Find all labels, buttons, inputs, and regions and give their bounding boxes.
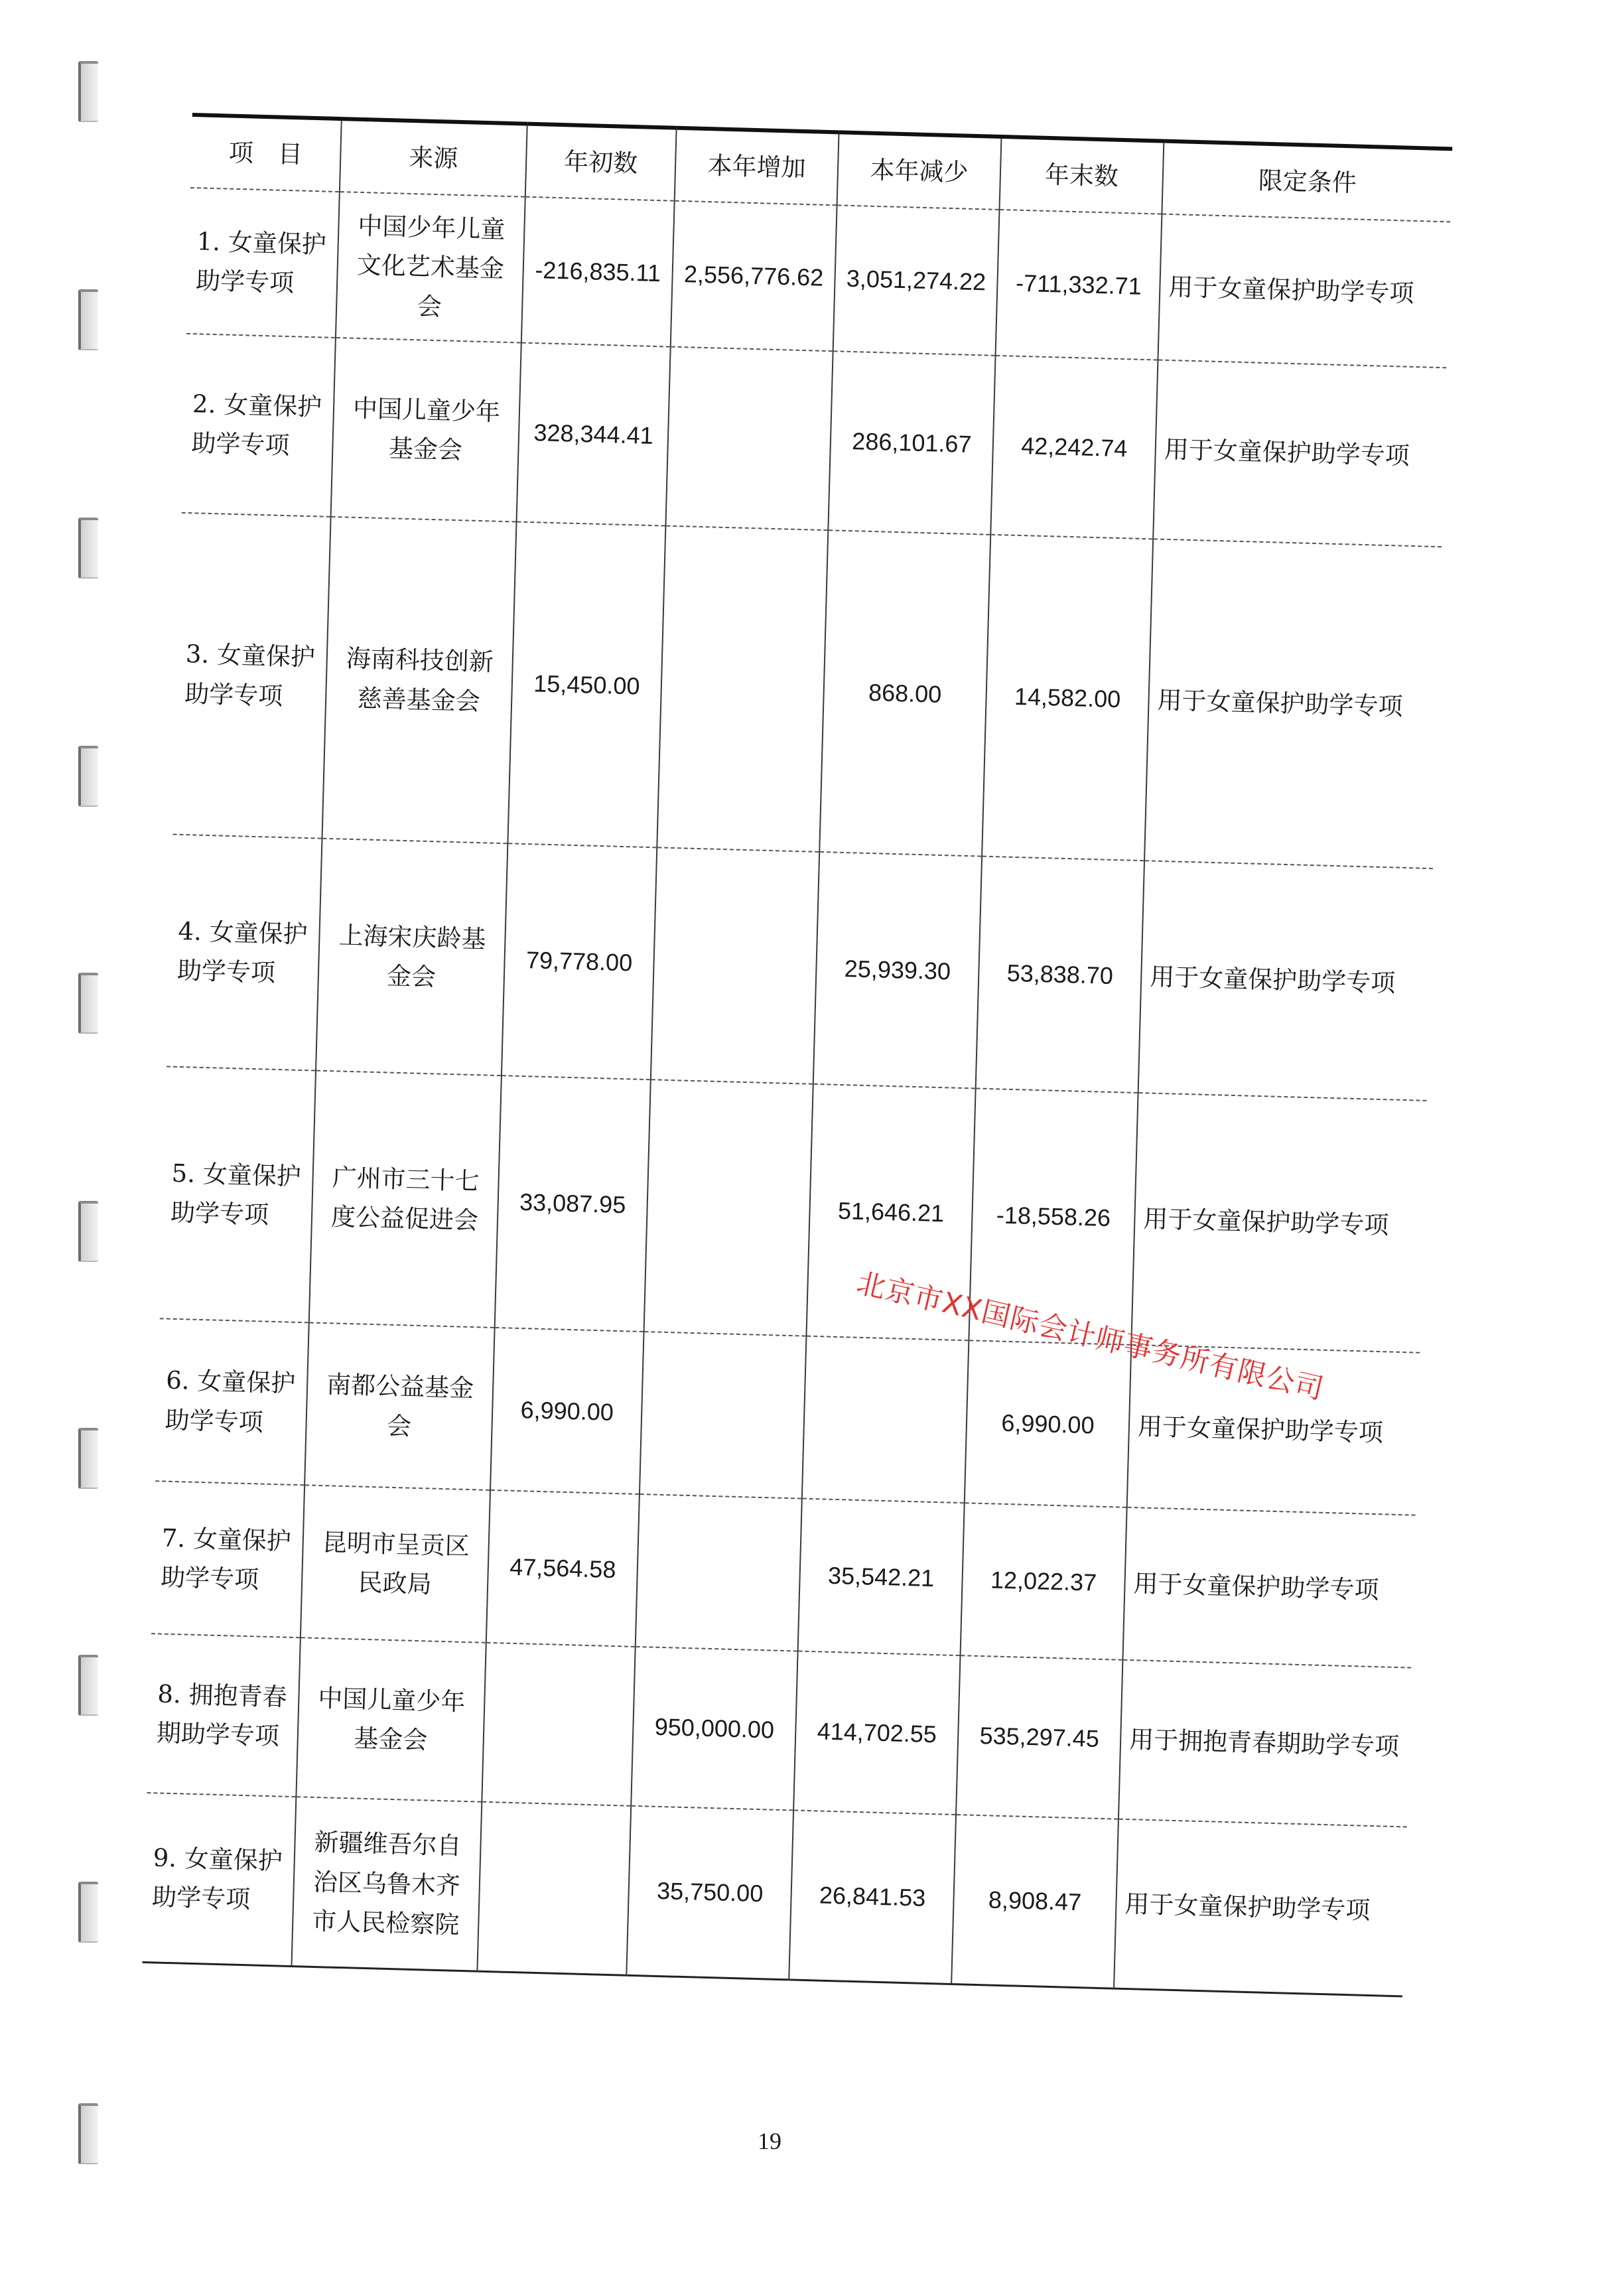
header-increase: 本年增加 (675, 128, 839, 206)
cell-source: 中国儿童少年基金会 (296, 1637, 486, 1801)
cell-end: -711,332.71 (996, 210, 1162, 360)
cell-source: 昆明市呈贡区民政局 (301, 1485, 490, 1642)
cell-item: 2. 女童保护助学专项 (182, 334, 336, 517)
cell-item: 4. 女童保护助学专项 (167, 835, 322, 1071)
cell-increase: 35,750.00 (626, 1806, 793, 1980)
cell-item: 5. 女童保护助学专项 (160, 1066, 316, 1322)
cell-decrease: 286,101.67 (828, 351, 995, 535)
binder-hole (78, 289, 98, 350)
cell-decrease: 25,939.30 (813, 852, 982, 1088)
cell-end: 6,990.00 (965, 1340, 1132, 1507)
cell-increase (665, 347, 833, 531)
cell-begin (482, 1643, 635, 1806)
table-row (173, 513, 1442, 869)
restricted-funds-table-wrapper (143, 113, 1453, 1997)
cell-source: 中国少年儿童文化艺术基金会 (336, 192, 525, 342)
binder-hole (78, 518, 98, 579)
table-row (167, 835, 1433, 1101)
header-end: 年末数 (999, 137, 1164, 214)
binder-hole (78, 2103, 98, 2164)
cell-begin: -216,835.11 (521, 197, 675, 347)
header-item: 项 目 (190, 115, 342, 192)
table-row (143, 1793, 1407, 1996)
cell-end: 8,908.47 (951, 1815, 1118, 1988)
binder-hole (78, 1428, 98, 1489)
cell-decrease: 51,646.21 (806, 1084, 975, 1340)
cell-increase: 2,556,776.62 (671, 201, 837, 352)
cell-begin: 33,087.95 (495, 1076, 651, 1332)
cell-item: 9. 女童保护助学专项 (143, 1793, 297, 1966)
cell-source: 中国儿童少年基金会 (331, 338, 521, 521)
page-number: 19 (758, 2128, 781, 2154)
table-row (182, 334, 1447, 547)
accounting-firm-stamp: 北京市XX国际会计师事务所有限公司 (853, 1266, 1327, 1407)
binder-hole (78, 1882, 98, 1943)
cell-end: 53,838.70 (976, 857, 1144, 1093)
cell-end: 42,242.74 (990, 356, 1158, 539)
cell-condition: 用于女童保护助学专项 (1153, 360, 1446, 547)
binder-hole (78, 61, 98, 122)
header-decrease: 本年减少 (837, 132, 1002, 210)
cell-item: 3. 女童保护助学专项 (173, 513, 331, 839)
cell-increase (651, 847, 819, 1083)
cell-condition: 用于女童保护助学专项 (1131, 1093, 1426, 1353)
cell-begin: 79,778.00 (502, 843, 657, 1079)
cell-condition: 用于女童保护助学专项 (1138, 861, 1433, 1101)
cell-increase (636, 1494, 802, 1651)
cell-begin: 6,990.00 (490, 1328, 644, 1494)
cell-begin (477, 1802, 631, 1975)
cell-decrease: 868.00 (819, 530, 990, 856)
cell-increase (640, 1332, 807, 1499)
cell-condition: 用于女童保护助学专项 (1158, 214, 1450, 368)
cell-item: 7. 女童保护助学专项 (151, 1481, 304, 1637)
cell-decrease (802, 1336, 969, 1503)
cell-condition: 用于女童保护助学专项 (1127, 1345, 1420, 1515)
binder-hole (78, 1201, 98, 1262)
cell-end: 535,297.45 (956, 1655, 1122, 1819)
cell-increase (644, 1079, 813, 1336)
header-condition: 限定条件 (1162, 141, 1452, 222)
binder-hole (78, 973, 98, 1034)
cell-source: 上海宋庆龄基金会 (316, 839, 508, 1076)
cell-source: 南都公益基金会 (304, 1322, 495, 1490)
cell-decrease: 35,542.21 (798, 1499, 965, 1656)
cell-decrease: 3,051,274.22 (833, 205, 1000, 356)
cell-item: 6. 女童保护助学专项 (155, 1318, 309, 1485)
cell-begin: 15,450.00 (508, 521, 665, 847)
cell-increase (657, 526, 828, 852)
cell-condition: 用于女童保护助学专项 (1144, 539, 1442, 869)
cell-end: -18,558.26 (969, 1088, 1138, 1344)
cell-source: 广州市三十七度公益促进会 (309, 1071, 502, 1328)
binder-hole (78, 746, 98, 807)
cell-decrease: 26,841.53 (789, 1810, 956, 1984)
cell-condition: 用于女童保护助学专项 (1114, 1819, 1407, 1996)
table-row (160, 1066, 1427, 1352)
cell-begin: 328,344.41 (517, 343, 671, 526)
binder-holes (78, 0, 105, 2293)
cell-item: 1. 女童保护助学专项 (186, 188, 340, 338)
cell-source: 海南科技创新慈善基金会 (322, 517, 516, 843)
cell-increase: 950,000.00 (631, 1647, 797, 1811)
cell-begin: 47,564.58 (486, 1490, 640, 1647)
cell-condition: 用于拥抱青春期助学专项 (1118, 1660, 1411, 1827)
cell-item: 8. 拥抱青春期助学专项 (147, 1633, 300, 1797)
cell-decrease: 414,702.55 (793, 1651, 960, 1815)
restricted-funds-table (143, 113, 1453, 1997)
header-begin: 年初数 (525, 124, 677, 201)
cell-source: 新疆维吾尔自治区乌鲁木齐市人民检察院 (292, 1797, 482, 1971)
header-source: 来源 (340, 119, 527, 197)
cell-condition: 用于女童保护助学专项 (1122, 1507, 1415, 1668)
cell-end: 12,022.37 (961, 1503, 1127, 1660)
binder-hole (78, 1655, 98, 1716)
cell-end: 14,582.00 (982, 535, 1153, 861)
